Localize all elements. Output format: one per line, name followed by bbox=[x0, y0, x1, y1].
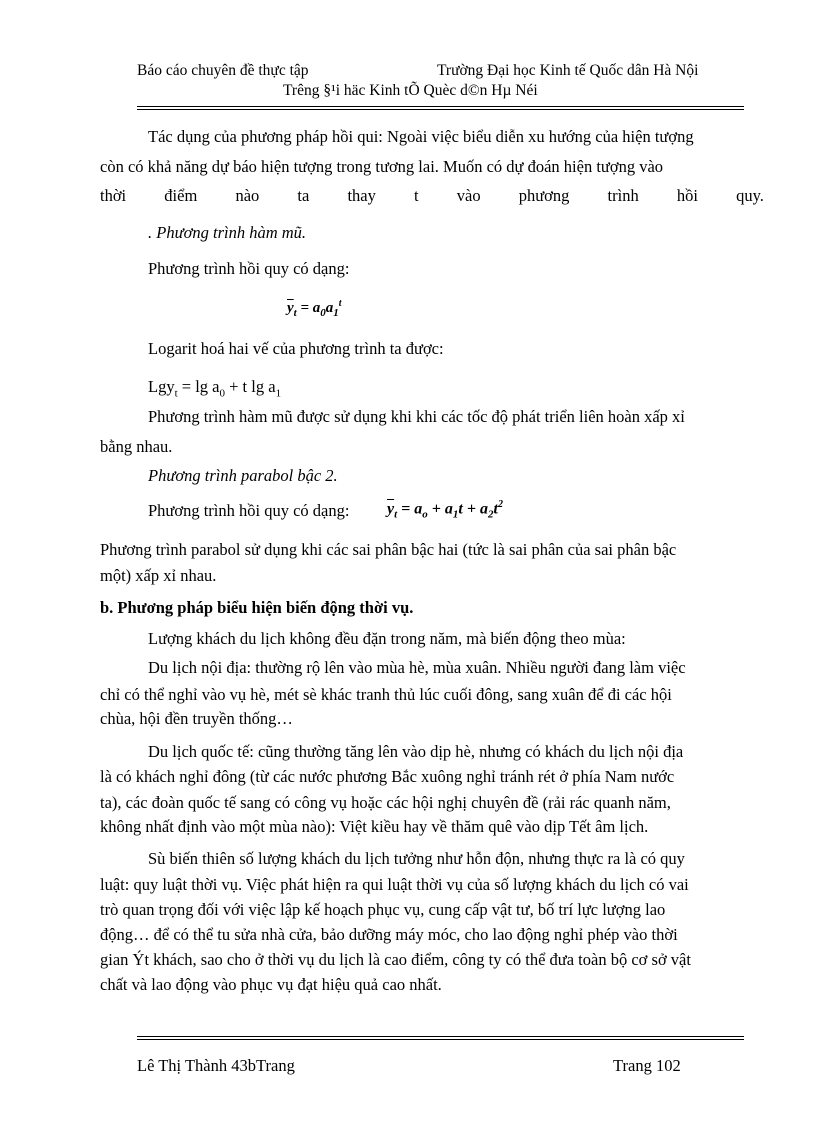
international-line-1: Du lịch quốc tế: cũng thường tăng lên vào dịp hè, nhưng có khách du lịch nội địa bbox=[148, 742, 684, 761]
word: ta bbox=[297, 186, 310, 205]
seasonal-intro: Lượng khách du lịch không đều đặn trong năm, mà biến động theo mùa: bbox=[148, 629, 626, 648]
footer-rule bbox=[137, 1036, 744, 1037]
header-rule bbox=[137, 106, 744, 107]
logarithm-intro: Logarit hoá hai vế của phương trình ta được: bbox=[148, 339, 444, 358]
word: thời bbox=[100, 186, 127, 205]
word: phương bbox=[518, 186, 570, 205]
log-equation: $Lgy_t = \lg a_0 + t$ $\lg a_1$ bbox=[148, 377, 282, 400]
heading-parabol: Phương trình parabol bậc 2. bbox=[148, 466, 338, 485]
word: nào bbox=[235, 186, 260, 205]
word: trình bbox=[607, 186, 639, 205]
header-left: Báo cáo chuyên đề thực tập bbox=[137, 62, 309, 79]
domestic-line-3: chùa, hội đền truyền thống… bbox=[100, 709, 293, 728]
footer-author: Lê Thị Thành 43bTrang bbox=[137, 1056, 295, 1075]
word: t bbox=[414, 186, 419, 205]
header-rule-2 bbox=[137, 109, 744, 110]
p1-line-3 bbox=[100, 185, 764, 207]
variation-line-4: động… để có thể tu sửa nhà cửa, bảo dưỡng máy móc, cho lao động nghỉ phép vào thời bbox=[100, 925, 678, 944]
parabol-line-2: một) xấp xỉ nhau. bbox=[100, 566, 217, 585]
parabol-line-1: Phương trình parabol sử dụng khi các sai phân bậc hai (tức là sai phân của sai phân bậc bbox=[100, 540, 677, 559]
footer-page-number: Trang 102 bbox=[613, 1056, 681, 1075]
equation-exponential: $\overline{y}_t = a_0a_1^t$ bbox=[287, 298, 342, 319]
domestic-line-2: chỉ có thể nghỉ vào vụ hè, mét sè khác tranh thủ lúc cuối đông, sang xuân để đi các hội bbox=[100, 685, 672, 704]
variation-line-6: chất và lao động vào phục vụ đạt hiệu quả cao nhất. bbox=[100, 975, 442, 994]
mu-line-1: Phương trình hàm mũ được sử dụng khi khi các tốc độ phát triển liên hoàn xấp xỉ bbox=[148, 407, 685, 426]
word: vào bbox=[456, 186, 481, 205]
international-line-4: không nhất định vào một mùa nào): Việt kiều hay về thăm quê vào dịp Tết âm lịch. bbox=[100, 817, 649, 836]
footer-rule-2 bbox=[137, 1039, 744, 1040]
international-line-2: là có khách nghỉ đông (từ các nước phương Bắc xuông nghỉ tránh rét ở phía Nam nước bbox=[100, 767, 675, 786]
header-sub: Trêng §¹i häc Kinh tÕ Quèc d©n Hµ Néi bbox=[283, 82, 538, 99]
mu-line-2: bằng nhau. bbox=[100, 437, 173, 456]
variation-line-5: gian Ýt khách, sao cho ở thời vụ du lịch là cao điểm, công ty có thể đưa toàn bộ cơ sở vật bbox=[100, 950, 691, 969]
regression-form-label: Phương trình hồi quy có dạng: bbox=[148, 259, 350, 278]
international-line-3: ta), các đoàn quốc tế sang có công vụ hoặc các hội nghị chuyên đề (rải rác quanh năm, bbox=[100, 793, 671, 812]
equation-parabol: $\overline{y}_t = a_o + a_1t + a_2t^2$ bbox=[387, 499, 503, 521]
word: quy. bbox=[736, 186, 764, 205]
word: hồi bbox=[676, 186, 698, 205]
variation-line-3: trò quan trọng đối với việc lập kế hoạch phục vụ, cung cấp vật tư, bố trí lực lượng lao bbox=[100, 900, 666, 919]
regression-form-label-2: Phương trình hồi quy có dạng: bbox=[148, 501, 350, 520]
p1-line-1: Tác dụng của phương pháp hồi qui: Ngoài việc biểu diễn xu hướng của hiện tượng bbox=[148, 127, 694, 146]
word: thay bbox=[347, 186, 376, 205]
section-heading-b: b. Phương pháp biểu hiện biến động thời vụ. bbox=[100, 598, 414, 617]
variation-line-2: luật: quy luật thời vụ. Việc phát hiện ra qui luật thời vụ của số lượng khách du lịch có vai bbox=[100, 875, 689, 894]
header-right: Trường Đại học Kinh tế Quốc dân Hà Nội bbox=[437, 62, 699, 79]
p1-line-2: còn có khả năng dự báo hiện tượng trong tương lai. Muốn có dự đoán hiện tượng vào bbox=[100, 157, 664, 176]
heading-exponential: . Phương trình hàm mũ. bbox=[148, 223, 307, 242]
word: điểm bbox=[164, 186, 198, 205]
domestic-line-1: Du lịch nội địa: thường rộ lên vào mùa hè, mùa xuân. Nhiều người đang làm việc bbox=[148, 658, 686, 677]
variation-line-1: Sù biến thiên số lượng khách du lịch tưởng như hỗn độn, nhưng thực ra là có quy bbox=[148, 849, 685, 868]
